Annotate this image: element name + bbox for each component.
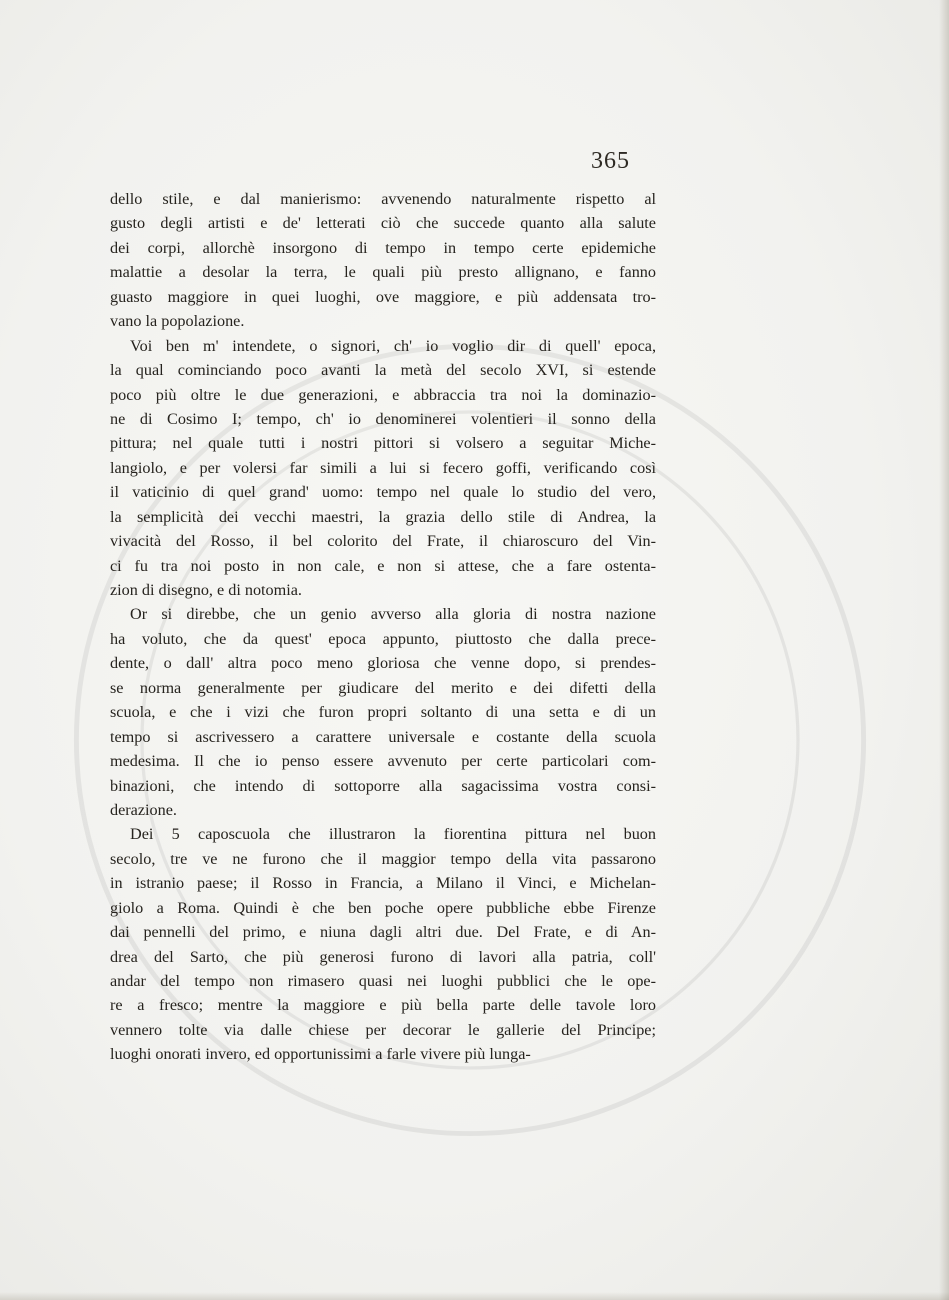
text-line: vivacità del Rosso, il bel colorito del Frate, il chiaroscuro del Vin-: [110, 532, 656, 551]
paragraph: [110, 334, 656, 603]
text-line: langiolo, e per volersi far simili a lui si fecero goffi, verificando così: [110, 458, 656, 477]
text-line: ha voluto, che da quest' epoca appunto, piuttosto che dalla prece-: [110, 629, 656, 648]
text-line: ci fu tra noi posto in non cale, e non si attese, che a fare ostenta-: [110, 556, 656, 575]
text-line: andar del tempo non rimasero quasi nei luoghi pubblici che le ope-: [110, 972, 656, 990]
text-line: dente, o dall' altra poco meno gloriosa che venne dopo, si prendes-: [110, 654, 656, 673]
paragraph-container: [110, 187, 656, 1067]
paragraph: [110, 602, 656, 822]
text-line: tempo si ascrivessero a carattere universale e costante della scuola: [110, 727, 656, 746]
text-line: dai pennelli del primo, e niuna dagli altri due. Del Frate, e di An-: [110, 923, 656, 942]
text-line: Dei 5 caposcuola che illustraron la fiorentina pittura nel buon: [130, 825, 656, 844]
text-line: giolo a Roma. Quindi è che ben poche opere pubbliche ebbe Firenze: [110, 898, 656, 917]
text-line: la semplicità dei vecchi maestri, la grazia dello stile di Andrea, la: [110, 507, 656, 526]
text-line: medesima. Il che io penso essere avvenuto per certe particolari com-: [110, 752, 656, 771]
text-line: scuola, e che i vizi che furon propri soltanto di una setta e di un: [110, 703, 656, 722]
paragraph: [110, 187, 656, 334]
text-line: dei corpi, allorchè insorgono di tempo in tempo certe epidemiche: [110, 238, 656, 257]
text-line: ne di Cosimo I; tempo, ch' io denominerei volentieri il sonno della: [110, 409, 656, 428]
text-line: derazione.: [110, 800, 177, 819]
text-line: poco più oltre le due generazioni, e abbraccia tra noi la dominazio-: [110, 385, 656, 404]
text-line: binazioni, che intendo di sottoporre alla sagacissima vostra consi-: [110, 776, 656, 795]
text-line: vennero tolte via dalle chiese per decorar le gallerie del Principe;: [110, 1020, 656, 1039]
text-line: zion di disegno, e di notomia.: [110, 581, 302, 599]
text-line: re a fresco; mentre la maggiore e più bella parte delle tavole loro: [110, 996, 656, 1015]
text-line: vano la popolazione.: [110, 312, 245, 331]
text-line: pittura; nel quale tutti i nostri pittori si volsero a seguitar Miche-: [110, 434, 656, 453]
text-line: il vaticinio di quel grand' uomo: tempo nel quale lo studio del vero,: [110, 483, 656, 502]
text-line: gusto degli artisti e de' letterati ciò che succede quanto alla salute: [110, 214, 656, 233]
text-line: secolo, tre ve ne furono che il maggior tempo della vita passarono: [110, 849, 656, 868]
page-edge-shadow: [939, 0, 949, 1300]
text-line: la qual cominciando poco avanti la metà del secolo XVI, si estende: [110, 361, 656, 380]
text-line: malattie a desolar la terra, le quali più presto allignano, e fanno: [110, 263, 656, 282]
body-text: [110, 187, 656, 1067]
page-bottom-shadow: [0, 1292, 949, 1300]
page-number: 365: [591, 148, 630, 174]
text-line: luoghi onorati invero, ed opportunissimi a farle vivere più lunga-: [110, 1045, 531, 1064]
text-line: guasto maggiore in quei luoghi, ove maggiore, e più addensata tro-: [110, 287, 656, 306]
text-line: Voi ben m' intendete, o signori, ch' io voglio dir di quell' epoca,: [130, 336, 656, 355]
text-line: dello stile, e dal manierismo: avvenendo naturalmente rispetto al: [110, 190, 656, 208]
text-line: drea del Sarto, che più generosi furono di lavori alla patria, coll': [110, 947, 656, 966]
text-line: Or si direbbe, che un genio avverso alla gloria di nostra nazione: [130, 605, 656, 624]
text-line: in istranio paese; il Rosso in Francia, a Milano il Vinci, e Michelan-: [110, 874, 656, 893]
paragraph: [110, 822, 656, 1066]
text-line: se norma generalmente per giudicare del merito e dei difetti della: [110, 678, 656, 697]
